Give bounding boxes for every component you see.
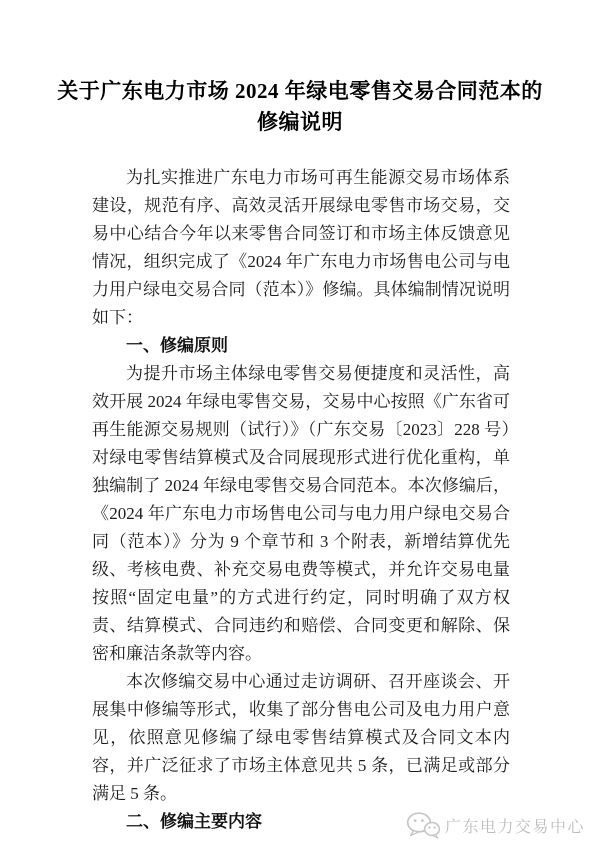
- document-title: [0, 0, 600, 138]
- section-heading-principles: 一、修编原则: [126, 336, 228, 355]
- watermark-label: 广东电力交易中心: [444, 819, 585, 836]
- document-title-line2: 修编说明: [257, 110, 343, 134]
- body-paragraph-feedback: 本次修编交易中心通过走访调研、召开座谈会、开展集中修编等形式，收集了部分售电公司及电力用户意见，依照意见修编了绿电零售结算模式及合同文本内容，并广泛征求了市场主体意见共 5 条，已满足或部分满足 5 条。: [92, 672, 510, 803]
- document-body: [92, 164, 510, 836]
- body-paragraph-intro: 为扎实推进广东电力市场可再生能源交易市场体系建设，规范有序、高效灵活开展绿电零售市场交易，交易中心结合今年以来零售合同签订和市场主体反馈意见情况，组织完成了《2024 年广东电力市场售电公司与电力用户绿电交易合同（范本）》修编。具体编制情况说明如下：: [92, 168, 510, 327]
- watermark: [406, 812, 585, 839]
- document-title-line1: 关于广东电力市场 2024 年绿电零售交易合同范本的: [57, 79, 543, 103]
- body-paragraph-principles: 为提升市场主体绿电零售交易便捷度和灵活性，高效开展 2024 年绿电零售交易，交易中心按照《广东省可再生能源交易规则（试行）》（广东交易〔2023〕228 号）对绿电零售结算模式及合同展现形式进行优化重构，单独编制了 2024 年绿电零售交易合同范本。本次修编后，《2024 年广东电力市场售电公司与电力用户绿电交易合同（范本）》分为 9 个章节和 3 个附表，新增结算优先级、考核电费、补充交易电费等模式，并允许交易电量按照“固定电量”的方式进行约定，同时明确了双方权责、结算模式、合同违约和赔偿、合同变更和解除、保密和廉洁条款等内容。: [92, 364, 510, 663]
- section-heading-main-content: 二、修编主要内容: [126, 812, 262, 831]
- wechat-bubbles-icon: [406, 812, 440, 839]
